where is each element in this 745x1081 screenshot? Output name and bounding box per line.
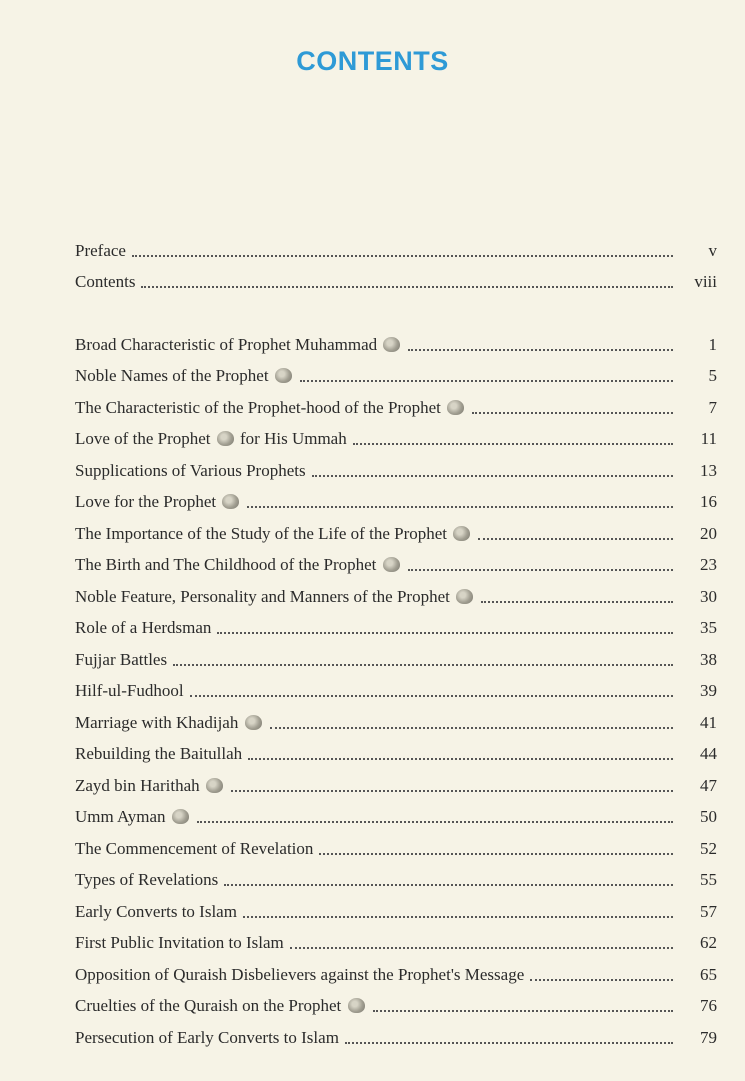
dot-leader (408, 569, 673, 571)
toc-entry-page-number: v (708, 240, 717, 260)
honorific-seal-icon (456, 589, 473, 604)
toc-entry-page-number: 7 (708, 397, 717, 417)
dot-leader (345, 1042, 673, 1044)
toc-entry-title (75, 398, 472, 418)
toc-entry-title-text: Noble Names of the Prophet (75, 366, 269, 385)
toc-entry-title-text: First Public Invitation to Islam (75, 933, 284, 952)
toc-entry[interactable] (75, 922, 717, 954)
toc-entry-page-number: 62 (700, 933, 717, 952)
toc-entry-title-text: Preface (75, 240, 126, 260)
dot-leader (224, 884, 673, 886)
toc-entry-page-number: 1 (708, 334, 717, 354)
toc-entry[interactable] (75, 544, 717, 576)
toc-entry-page-number: 57 (700, 901, 717, 921)
toc-entry[interactable] (75, 953, 717, 985)
honorific-seal-icon (206, 778, 223, 793)
toc-entry-page-number: 50 (700, 807, 717, 826)
toc-entry-title-text: Cruelties of the Quraish on the Prophet (75, 996, 342, 1015)
toc-entry[interactable] (75, 449, 717, 481)
toc-entry-title (75, 839, 319, 859)
table-of-contents (75, 229, 717, 1048)
dot-leader (319, 853, 673, 855)
toc-entry-page-number: 11 (700, 429, 717, 448)
honorific-seal-icon (447, 400, 464, 415)
toc-entry-page-number: 65 (700, 964, 717, 984)
toc-entry-title-continuation: for His Ummah (240, 429, 347, 448)
toc-entry-page-number: 41 (700, 712, 717, 732)
toc-entry[interactable] (75, 859, 717, 891)
toc-entry-page-number: 20 (700, 523, 717, 543)
toc-entry-page-number: 30 (700, 586, 717, 606)
toc-entry-title-text: Umm Ayman (75, 807, 166, 826)
toc-entry-page-number: 44 (700, 744, 717, 763)
toc-entry[interactable] (75, 670, 717, 702)
toc-entry-title (75, 618, 217, 638)
toc-entry-title (75, 965, 530, 985)
toc-entry-title-text: The Importance of the Study of the Life of the Prophet (75, 523, 447, 543)
toc-entry-title (75, 524, 478, 544)
dot-leader (290, 947, 673, 949)
toc-entry[interactable] (75, 261, 717, 293)
toc-entry-title (75, 241, 132, 261)
toc-entry-page-number: 35 (700, 618, 717, 637)
dot-leader (132, 255, 673, 257)
honorific-seal-icon (348, 998, 365, 1013)
toc-entry-title-text: Supplications of Various Prophets (75, 460, 306, 480)
dot-leader (190, 695, 673, 697)
honorific-seal-icon (383, 337, 400, 352)
toc-entry-title (75, 335, 408, 355)
toc-entry-title-text: Marriage with Khadijah (75, 712, 239, 732)
dot-leader (373, 1010, 673, 1012)
toc-entry-title (75, 933, 290, 953)
toc-entry[interactable] (75, 323, 717, 355)
toc-entry-title-text: The Characteristic of the Prophet-hood of the Prophet (75, 397, 441, 417)
toc-entry-title-text: Fujjar Battles (75, 649, 168, 669)
toc-entry[interactable] (75, 575, 717, 607)
toc-entry[interactable] (75, 229, 717, 261)
toc-entry-title (75, 272, 141, 292)
toc-entry[interactable] (75, 827, 717, 859)
toc-entry-title (75, 902, 243, 922)
dot-leader (217, 632, 673, 634)
dot-leader (197, 821, 673, 823)
honorific-seal-icon (217, 431, 234, 446)
dot-leader (408, 349, 673, 351)
dot-leader (270, 727, 673, 729)
toc-entry[interactable] (75, 890, 717, 922)
toc-entry-title (75, 681, 190, 701)
toc-entry-page-number: 38 (700, 649, 717, 669)
toc-entry-title (75, 776, 231, 796)
toc-entry-title-text: Zayd bin Harithah (75, 775, 200, 795)
dot-leader (478, 538, 673, 540)
toc-entry-page-number: 76 (700, 996, 717, 1015)
honorific-seal-icon (222, 494, 239, 509)
toc-entry-title-text: The Birth and The Childhood of the Prophet (75, 555, 377, 574)
toc-entry-title-text: The Commencement of Revelation (75, 838, 314, 858)
honorific-seal-icon (275, 368, 292, 383)
toc-entry-title-text: Noble Feature, Personality and Manners of the Prophet (75, 586, 450, 606)
section-spacer (75, 292, 717, 323)
toc-entry[interactable] (75, 607, 717, 639)
toc-entry-title-text: Types of Revelations (75, 870, 219, 889)
honorific-seal-icon (172, 809, 189, 824)
toc-entry-title-text: Hilf-ul-Fudhool (75, 681, 184, 700)
toc-entry[interactable] (75, 481, 717, 513)
toc-entry-title-text: Early Converts to Islam (75, 901, 237, 921)
toc-entry-page-number: 47 (700, 775, 717, 795)
toc-entry-page-number: 55 (700, 870, 717, 889)
toc-entry-title (75, 492, 247, 512)
toc-entry-title (75, 555, 408, 575)
toc-entry-page-number: 16 (700, 492, 717, 511)
toc-entry-page-number: viii (694, 272, 717, 291)
toc-entry[interactable] (75, 386, 717, 418)
toc-entry-page-number: 39 (700, 681, 717, 700)
toc-entry-title (75, 587, 481, 607)
toc-entry[interactable] (75, 701, 717, 733)
toc-entry-title (75, 650, 173, 670)
toc-entry-page-number: 52 (700, 838, 717, 858)
toc-entry-title (75, 461, 312, 481)
toc-entry-title-text: Contents (75, 272, 136, 291)
dot-leader (300, 380, 673, 382)
toc-entry[interactable] (75, 418, 717, 450)
page-title: CONTENTS (296, 46, 449, 76)
honorific-seal-icon (453, 526, 470, 541)
toc-entry-page-number: 79 (700, 1027, 717, 1047)
toc-entry[interactable] (75, 638, 717, 670)
dot-leader (248, 758, 673, 760)
toc-entry-title (75, 870, 224, 890)
toc-entry-title-text: Love of the Prophet (75, 429, 211, 448)
toc-entry-title-text: Rebuilding the Baitullah (75, 744, 243, 763)
toc-entry[interactable] (75, 512, 717, 544)
dot-leader (173, 664, 673, 666)
dot-leader (243, 916, 673, 918)
toc-entry-page-number: 13 (700, 460, 717, 480)
dot-leader (353, 443, 673, 445)
dot-leader (481, 601, 673, 603)
dot-leader (472, 412, 673, 414)
toc-entry-title-text: Love for the Prophet (75, 492, 217, 511)
toc-entry-title-text: Persecution of Early Converts to Islam (75, 1027, 339, 1047)
toc-entry-page-number: 23 (700, 555, 717, 574)
honorific-seal-icon (383, 557, 400, 572)
dot-leader (247, 506, 673, 508)
toc-entry[interactable] (75, 355, 717, 387)
honorific-seal-icon (245, 715, 262, 730)
toc-entry[interactable] (75, 733, 717, 765)
toc-entry-title-text: Role of a Herdsman (75, 618, 212, 637)
toc-entry-title (75, 996, 373, 1016)
toc-entry-title (75, 1028, 345, 1048)
toc-entry[interactable] (75, 764, 717, 796)
toc-entry-title (75, 713, 270, 733)
toc-entry-page-number: 5 (708, 366, 717, 385)
toc-entry-title (75, 744, 248, 764)
toc-entry[interactable] (75, 796, 717, 828)
toc-entry-title (75, 366, 300, 386)
dot-leader (312, 475, 673, 477)
toc-entry-title-text: Broad Characteristic of Prophet Muhammad (75, 334, 378, 354)
dot-leader (141, 286, 673, 288)
dot-leader (231, 790, 673, 792)
toc-entry-title (75, 807, 197, 827)
toc-entry[interactable] (75, 1016, 717, 1048)
toc-entry-title (75, 429, 353, 449)
dot-leader (530, 979, 673, 981)
toc-entry[interactable] (75, 985, 717, 1017)
toc-entry-title-text: Opposition of Quraish Disbelievers against the Prophet's Message (75, 964, 525, 984)
